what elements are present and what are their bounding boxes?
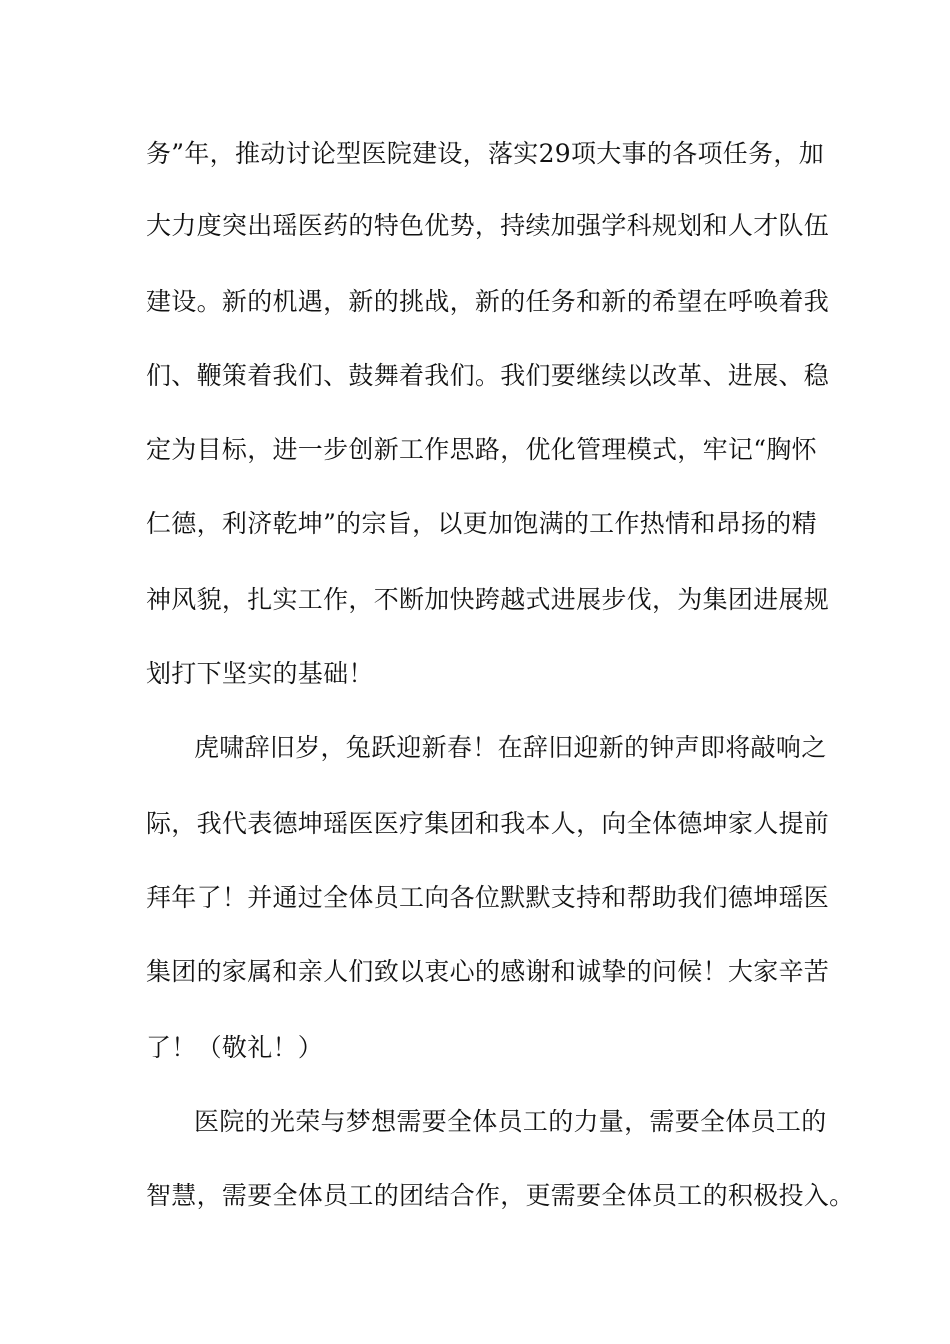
paragraph-line: 划打下坚实的基础！ [146, 659, 374, 688]
paragraph-line: 建设。新的机遇，新的挑战，新的任务和新的希望在呼唤着我 [146, 287, 830, 316]
paragraph-line: 集团的家属和亲人们致以衷心的感谢和诚挚的问候！大家辛苦 [146, 957, 830, 986]
paragraph-line: 定为目标，进一步创新工作思路，优化管理模式，牢记“胸怀 [146, 435, 817, 464]
paragraph-line: 虎啸辞旧岁，兔跃迎新春！在辞旧迎新的钟声即将敲响之 [194, 733, 827, 762]
paragraph-line: 务”年，推动讨论型医院建设，落实29项大事的各项任务，加 [146, 139, 824, 168]
paragraph-line: 智慧，需要全体员工的团结合作，更需要全体员工的积极投入。 [146, 1181, 855, 1210]
paragraph-line: 医院的光荣与梦想需要全体员工的力量，需要全体员工的 [194, 1107, 827, 1136]
paragraph-line: 大力度突出瑶医药的特色优势，持续加强学科规划和人才队伍 [146, 211, 830, 240]
paragraph-line: 仁德，利济乾坤”的宗旨，以更加饱满的工作热情和昂扬的精 [146, 509, 817, 538]
paragraph-line: 拜年了！并通过全体员工向各位默默支持和帮助我们德坤瑶医 [146, 883, 830, 912]
paragraph-line: 际，我代表德坤瑶医医疗集团和我本人，向全体德坤家人提前 [146, 809, 830, 838]
paragraph-line: 们、鞭策着我们、鼓舞着我们。我们要继续以改革、进展、稳 [146, 361, 830, 390]
paragraph-line: 神风貌，扎实工作，不断加快跨越式进展步伐，为集团进展规 [146, 585, 830, 614]
paragraph-line: 了！（敬礼！） [146, 1033, 324, 1062]
